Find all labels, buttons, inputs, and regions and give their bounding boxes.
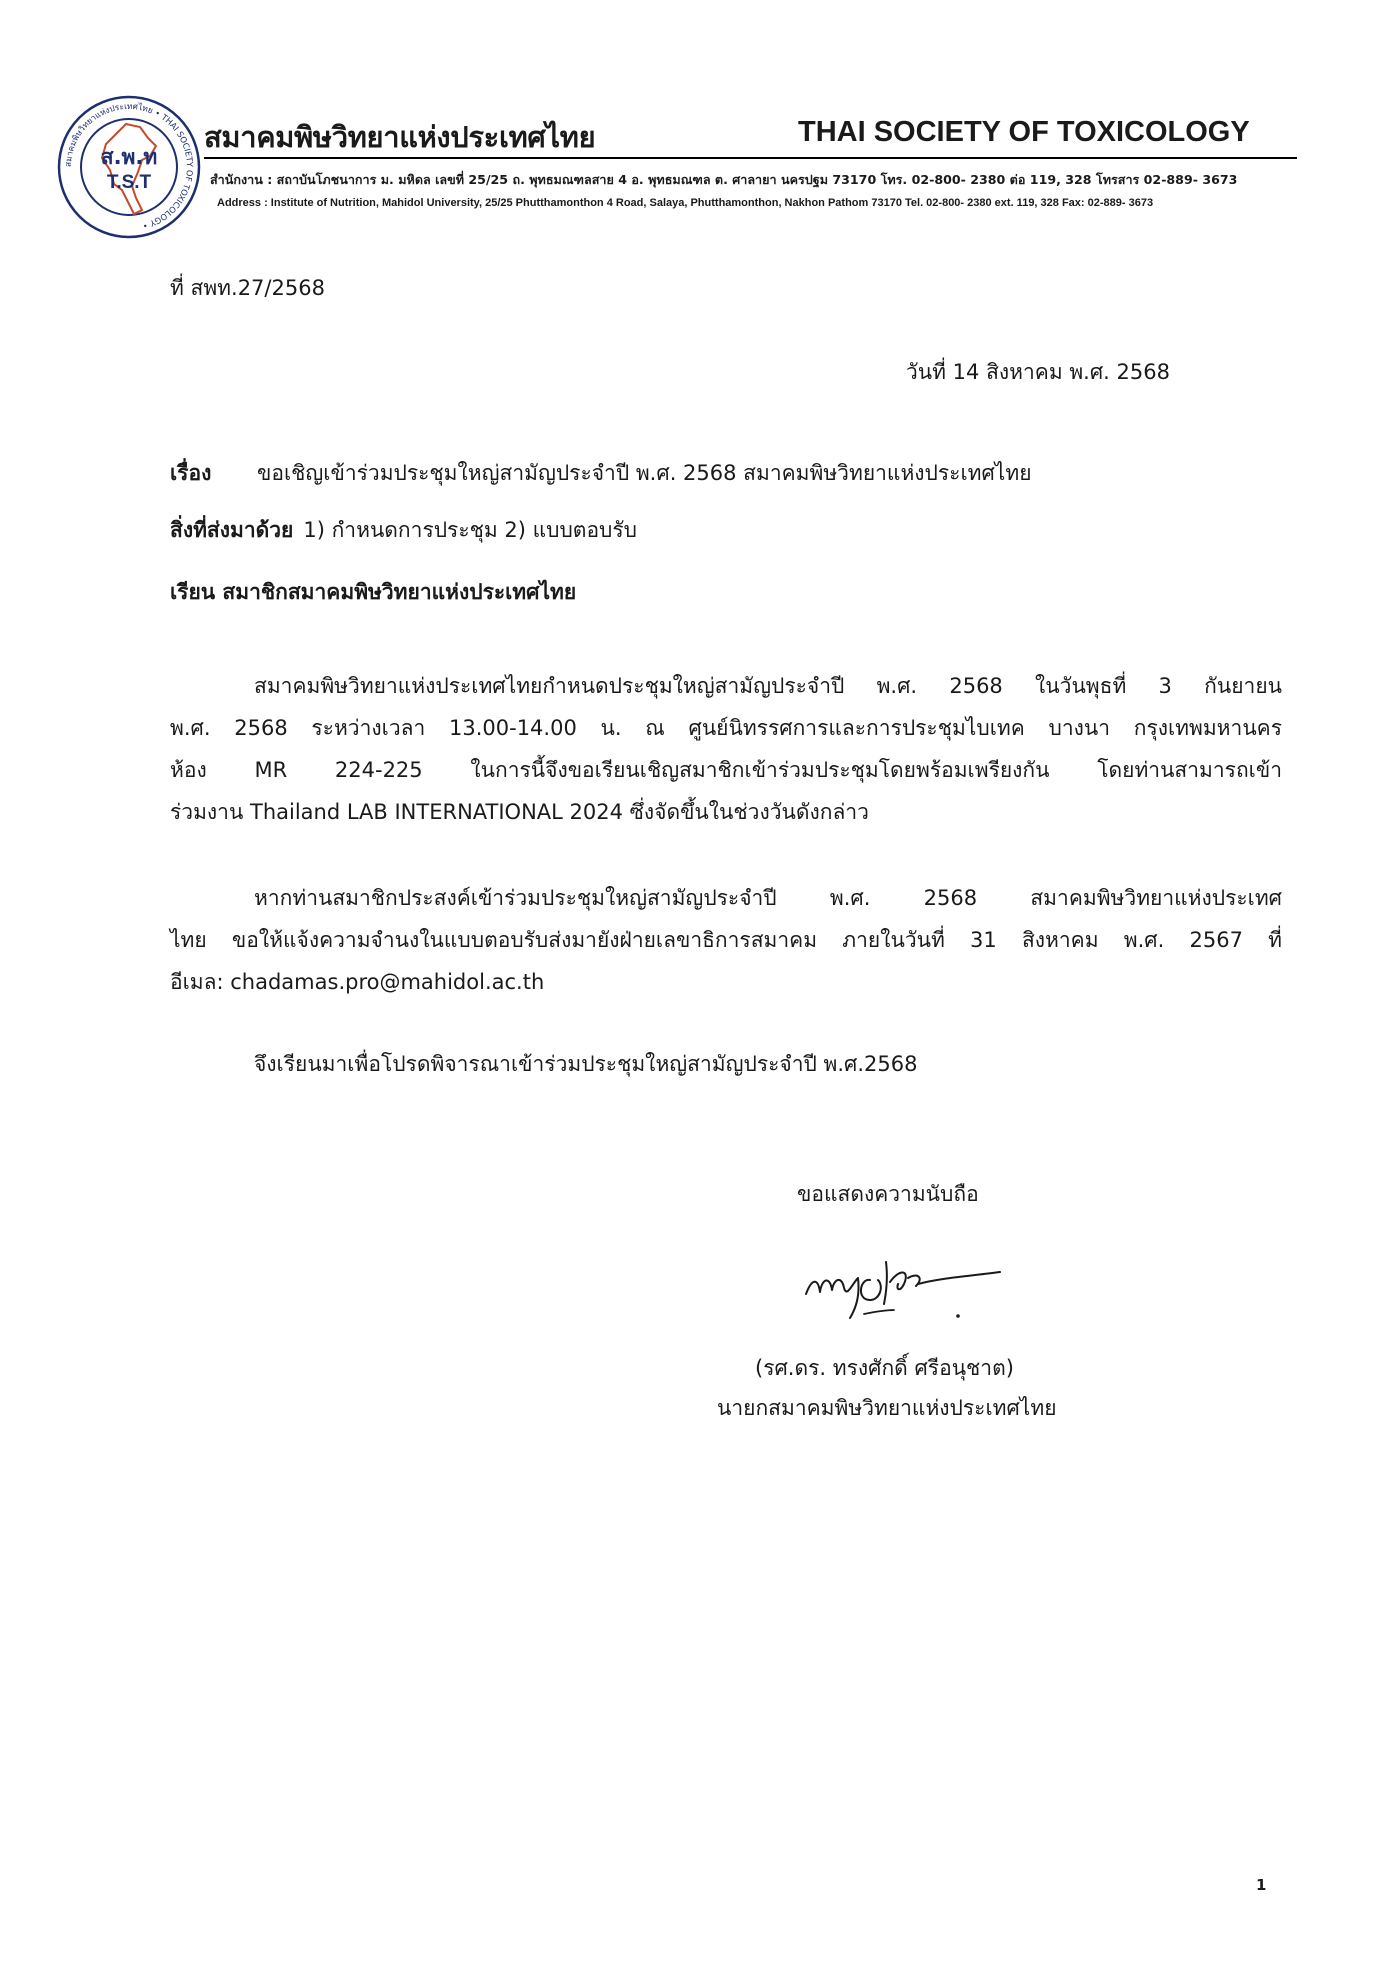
handwritten-signature	[800, 1248, 1012, 1326]
paragraph-line: สมาคมพิษวิทยาแห่งประเทศไทยกำหนดประชุมใหญ่สามัญประจำปี พ.ศ. 2568 ในวันพุธที่ 3 กันยายน	[254, 674, 1282, 698]
org-name-thai: สมาคมพิษวิทยาแห่งประเทศไทย	[204, 120, 596, 154]
salutation: เรียน สมาชิกสมาคมพิษวิทยาแห่งประเทศไทย	[170, 580, 577, 604]
thailand-map-shape	[102, 124, 156, 214]
paragraph-line: ร่วมงาน Thailand LAB INTERNATIONAL 2024 ซึ่งจัดขึ้นในช่วงวันดังกล่าว	[170, 800, 869, 824]
document-date: วันที่ 14 สิงหาคม พ.ศ. 2568	[906, 360, 1170, 384]
page-number: 1	[1256, 1876, 1267, 1894]
address-thai: สำนักงาน : สถาบันโภชนาการ ม. มหิดล เลขที่ 25/25 ถ. พุทธมณฑลสาย 4 อ. พุทธมณฑล ต. ศาลายา นครปฐม 73170 โทร. 02-800- 2380 ต่อ 119, 328 โทรสาร 02-889- 3673	[210, 172, 1238, 187]
closing-sentence: จึงเรียนมาเพื่อโปรดพิจารณาเข้าร่วมประชุมใหญ่สามัญประจำปี พ.ศ.2568	[254, 1052, 918, 1076]
signer-title: นายกสมาคมพิษวิทยาแห่งประเทศไทย	[717, 1396, 1057, 1420]
subject-label: เรื่อง	[170, 461, 212, 485]
logo-abbrev-th: ส.พ.ท	[100, 145, 158, 169]
paragraph-line: อีเมล: chadamas.pro@mahidol.ac.th	[170, 970, 545, 994]
paragraph-invitation	[170, 665, 1282, 833]
logo-ring-text: สมาคมพิษวิทยาแห่งประเทศไทย • THAI SOCIETY OF TOXICOLOGY •	[62, 100, 196, 232]
paragraph-line: ห้อง MR 224-225 ในการนี้จึงขอเรียนเชิญสมาชิกเข้าร่วมประชุมโดยพร้อมเพรียงกัน โดยท่านสามารถเข้า	[170, 758, 1282, 782]
enclosure-line	[170, 518, 637, 543]
enclosure-text: 1) กำหนดการประชุม 2) แบบตอบรับ	[303, 518, 637, 542]
paragraph-registration	[170, 877, 1282, 1003]
paragraph-line: หากท่านสมาชิกประสงค์เข้าร่วมประชุมใหญ่สามัญประจำปี พ.ศ. 2568 สมาคมพิษวิทยาแห่งประเทศ	[254, 886, 1282, 910]
enclosure-label: สิ่งที่ส่งมาด้วย	[170, 518, 294, 542]
paragraph-line: ไทย ขอให้แจ้งความจำนงในแบบตอบรับส่งมายังฝ่ายเลขาธิการสมาคม ภายในวันที่ 31 สิงหาคม พ.ศ. 2567 ที่	[170, 928, 1282, 952]
signer-name: (รศ.ดร. ทรงศักดิ์ ศรีอนุชาต)	[755, 1356, 1014, 1380]
logo-abbrev-en: T.S.T	[106, 172, 152, 193]
document-number: ที่ สพท.27/2568	[170, 276, 325, 300]
society-logo	[56, 94, 202, 240]
letterhead-divider	[204, 157, 1297, 159]
paragraph-line: พ.ศ. 2568 ระหว่างเวลา 13.00-14.00 น. ณ ศูนย์นิทรรศการและการประชุมไบเทค บางนา กรุงเทพมหานคร	[170, 716, 1282, 740]
org-name-english: THAI SOCIETY OF TOXICOLOGY	[798, 116, 1250, 148]
regards: ขอแสดงความนับถือ	[797, 1182, 979, 1206]
subject-text: ขอเชิญเข้าร่วมประชุมใหญ่สามัญประจำปี พ.ศ. 2568 สมาคมพิษวิทยาแห่งประเทศไทย	[257, 461, 1032, 485]
subject-line	[170, 461, 1032, 486]
address-english: Address : Institute of Nutrition, Mahidol University, 25/25 Phutthamonthon 4 Road, Salaya, Phutthamonthon, Nakhon Pathom 73170 Tel. 02-800- 2380 ext. 119, 328 Fax: 02-889- 3673	[217, 197, 1154, 209]
